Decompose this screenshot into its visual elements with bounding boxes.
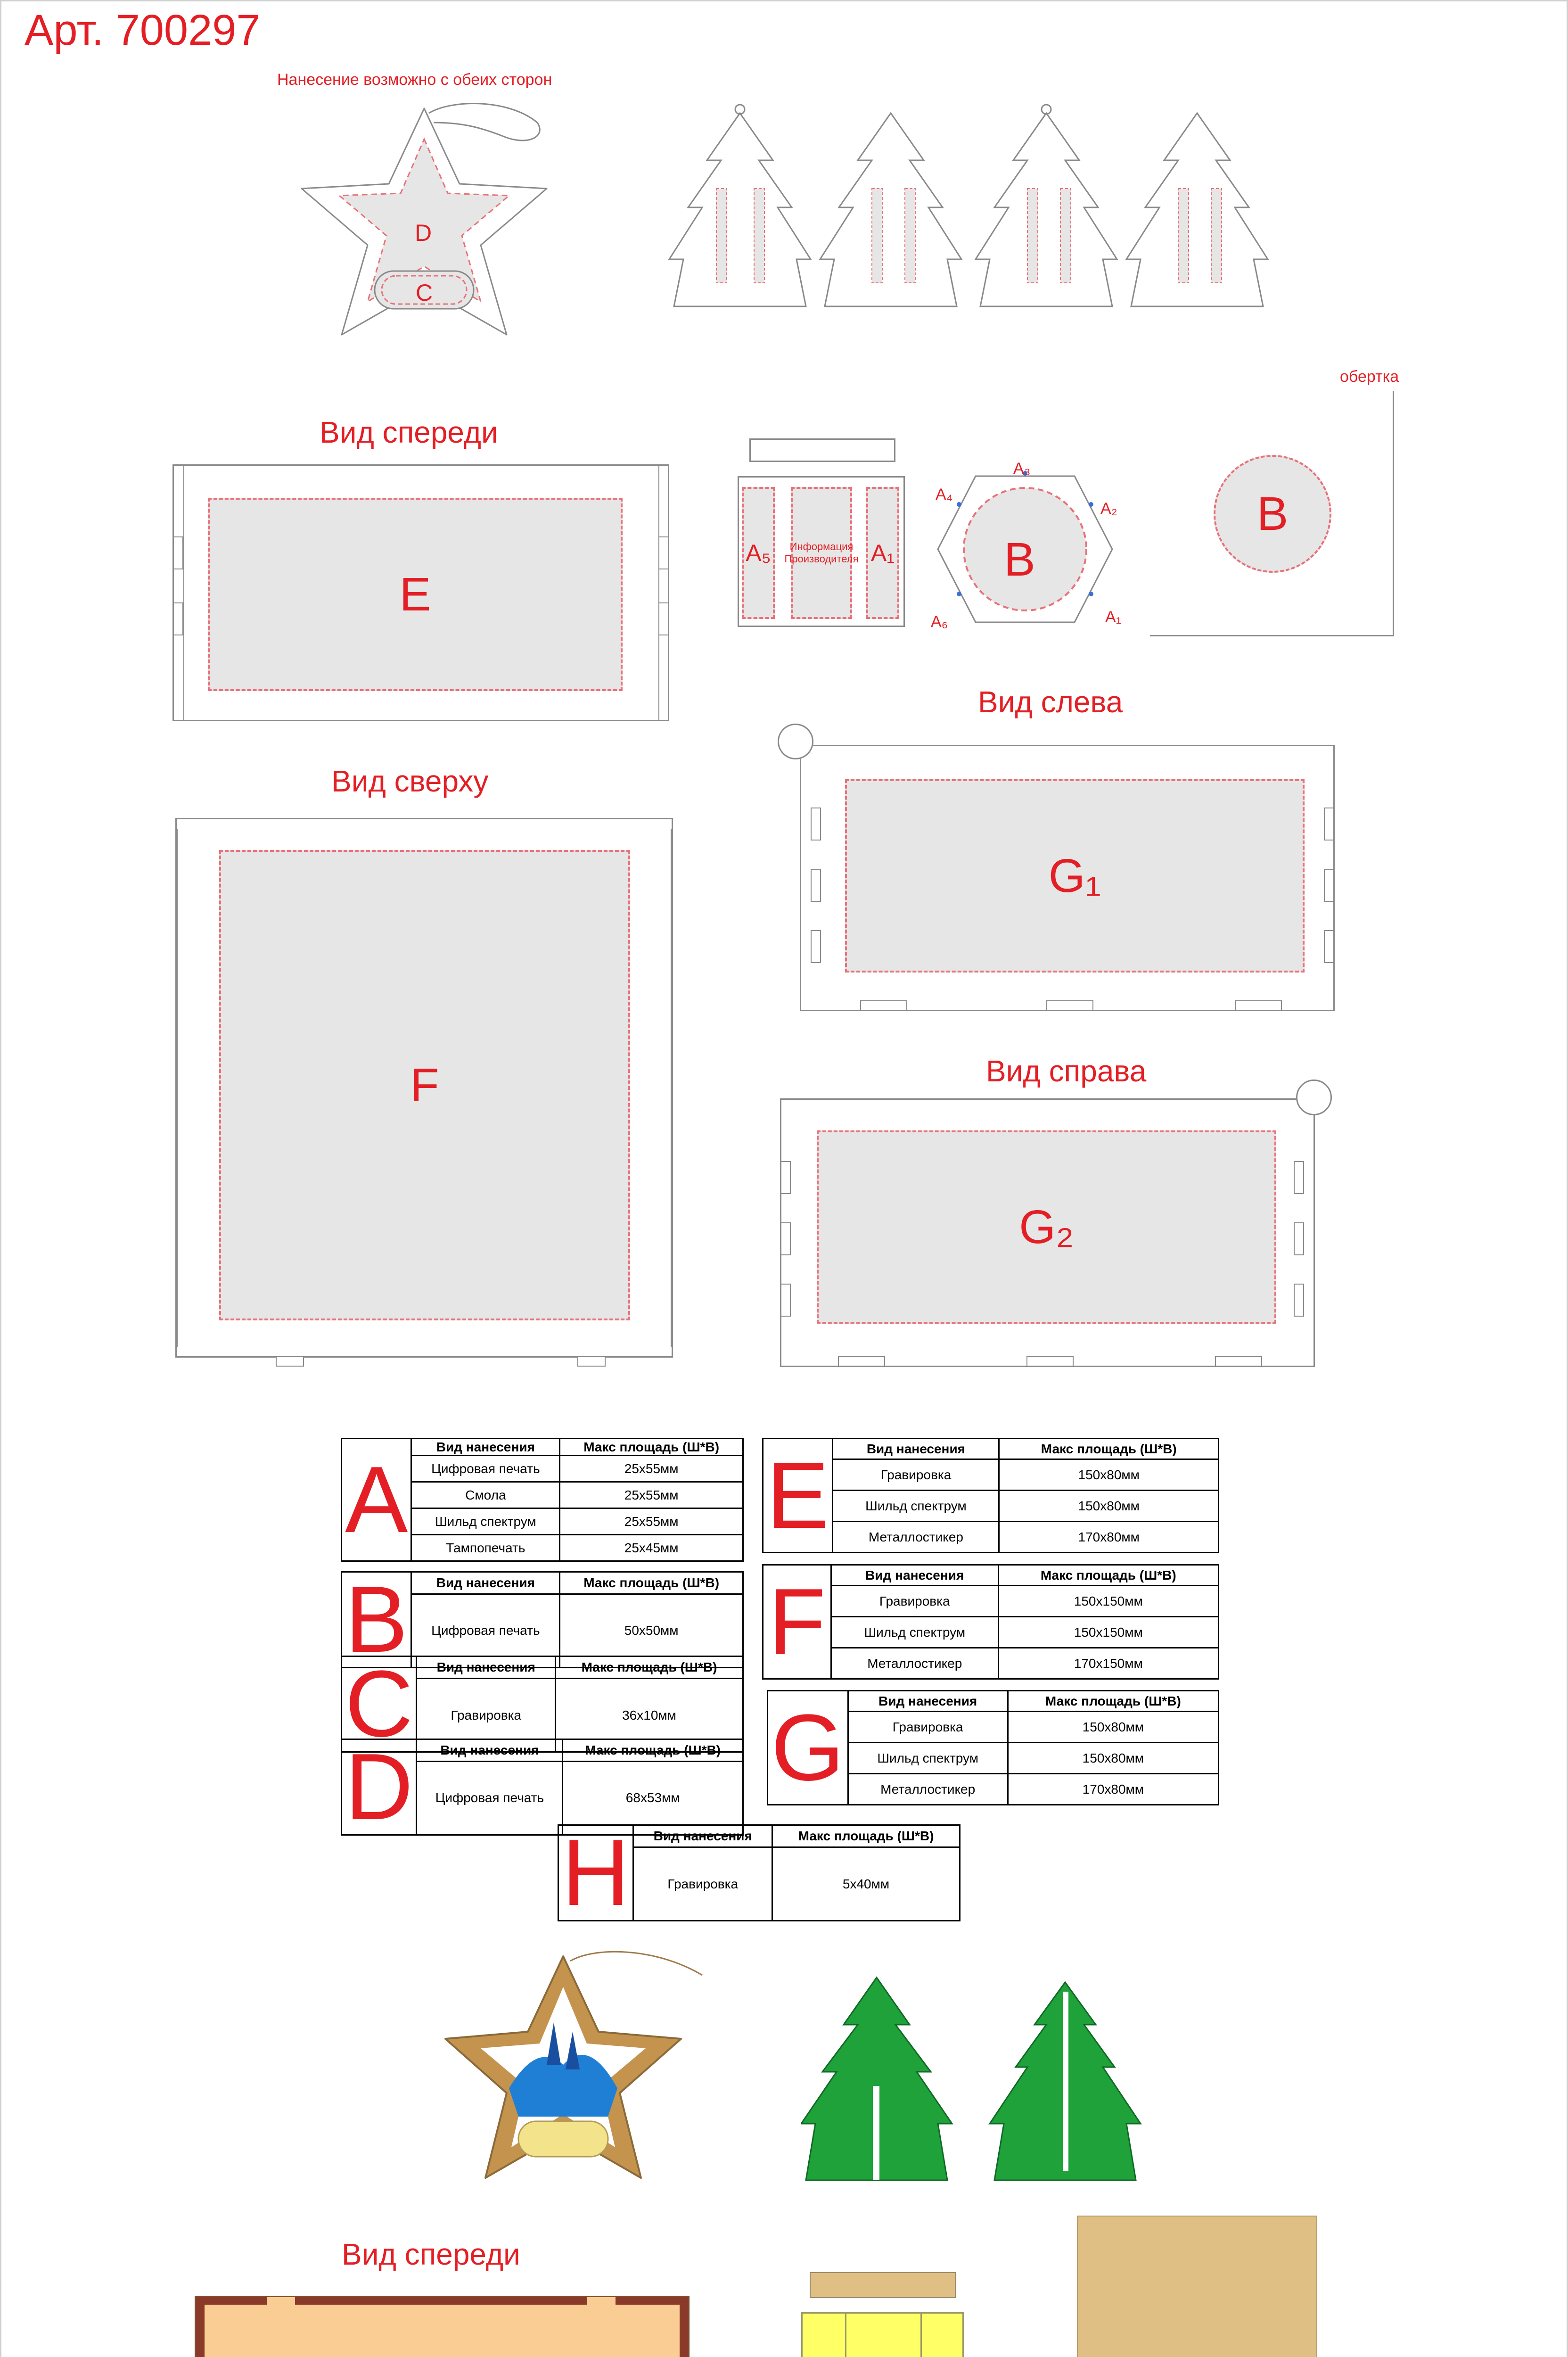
illus-front-panel xyxy=(195,2296,690,2357)
zone-a3-label: A₃ xyxy=(1013,460,1031,478)
zone-e: E xyxy=(208,498,623,691)
illus-front-view-title: Вид спереди xyxy=(342,2237,520,2271)
spec-table-h: H Вид нанесения Макс площадь (Ш*В) Гравировка 5x40мм xyxy=(558,1824,961,1921)
right-view-panel xyxy=(780,1098,1315,1367)
illus-plate xyxy=(1077,2216,1317,2357)
top-view-panel xyxy=(175,818,673,1358)
side-panel-schematic xyxy=(738,476,905,627)
zone-a2-label: A₂ xyxy=(1100,500,1117,518)
zone-g1: G₁ xyxy=(845,779,1305,972)
green-trees xyxy=(801,1973,1145,2190)
zone-f: F xyxy=(219,850,630,1320)
spec-table-b: B Вид нанесения Макс площадь (Ш*В) Цифровая печать 50x50мм xyxy=(341,1571,744,1668)
spec-table-a: A Вид нанесения Макс площадь (Ш*В) Цифровая печать 25x55мм Смола 25x55мм Шильд спектрум 25x55мм Тампопечать 25x45мм xyxy=(341,1438,744,1562)
wrap-label: обертка xyxy=(1340,368,1399,386)
zone-b-label: B xyxy=(1004,533,1035,586)
zone-a1: A₁ xyxy=(866,487,899,619)
spec-table-e: E Вид нанесения Макс площадь (Ш*В) Гравировка 150x80мм Шильд спектрум 150x80мм Металлостикер 170x80мм xyxy=(762,1438,1219,1553)
spec-table-c: C Вид нанесения Макс площадь (Ш*В) Гравировка 36x10мм xyxy=(341,1656,744,1753)
wooden-star-ornament xyxy=(438,1947,712,2201)
zone-a6-label: A₆ xyxy=(931,613,948,631)
zone-a4-label: A₄ xyxy=(936,486,953,503)
zone-a5: A₅ xyxy=(742,487,775,619)
illus-lid xyxy=(810,2272,956,2298)
zone-d-label: D xyxy=(415,220,432,246)
spec-table-g: G Вид нанесения Макс площадь (Ш*В) Гравировка 150x80мм Шильд спектрум 150x80мм Металлостикер 170x80мм xyxy=(767,1690,1219,1805)
spec-table-d: D Вид нанесения Макс площадь (Ш*В) Цифровая печать 68x53мм xyxy=(341,1739,744,1836)
producer-info-zone: Информация Производителя xyxy=(791,487,852,619)
tree-outlines xyxy=(665,104,1272,321)
lid-part xyxy=(749,438,895,462)
hang-hole-right xyxy=(1296,1080,1332,1115)
spec-table-f: F Вид нанесения Макс площадь (Ш*В) Гравировка 150x150мм Шильд спектрум 150x150мм Металлостикер 170x150мм xyxy=(762,1564,1219,1680)
front-view-panel xyxy=(172,464,669,721)
left-view-title: Вид слева xyxy=(978,685,1123,719)
wrap-zone-b: B xyxy=(1214,455,1331,573)
article-number: Арт. 700297 xyxy=(25,6,261,54)
right-view-title: Вид справа xyxy=(986,1054,1147,1088)
zone-g2: G₂ xyxy=(817,1130,1276,1324)
illus-yellow-panel xyxy=(801,2312,964,2357)
zone-a1-label: A₁ xyxy=(1105,608,1122,626)
both-sides-note: Нанесение возможно с обеих сторон xyxy=(277,71,552,89)
top-view-title: Вид сверху xyxy=(331,764,489,798)
hang-hole-left xyxy=(778,724,813,759)
front-view-title: Вид спереди xyxy=(320,415,498,449)
left-view-panel xyxy=(800,745,1335,1011)
zone-c-label: C xyxy=(416,280,433,306)
